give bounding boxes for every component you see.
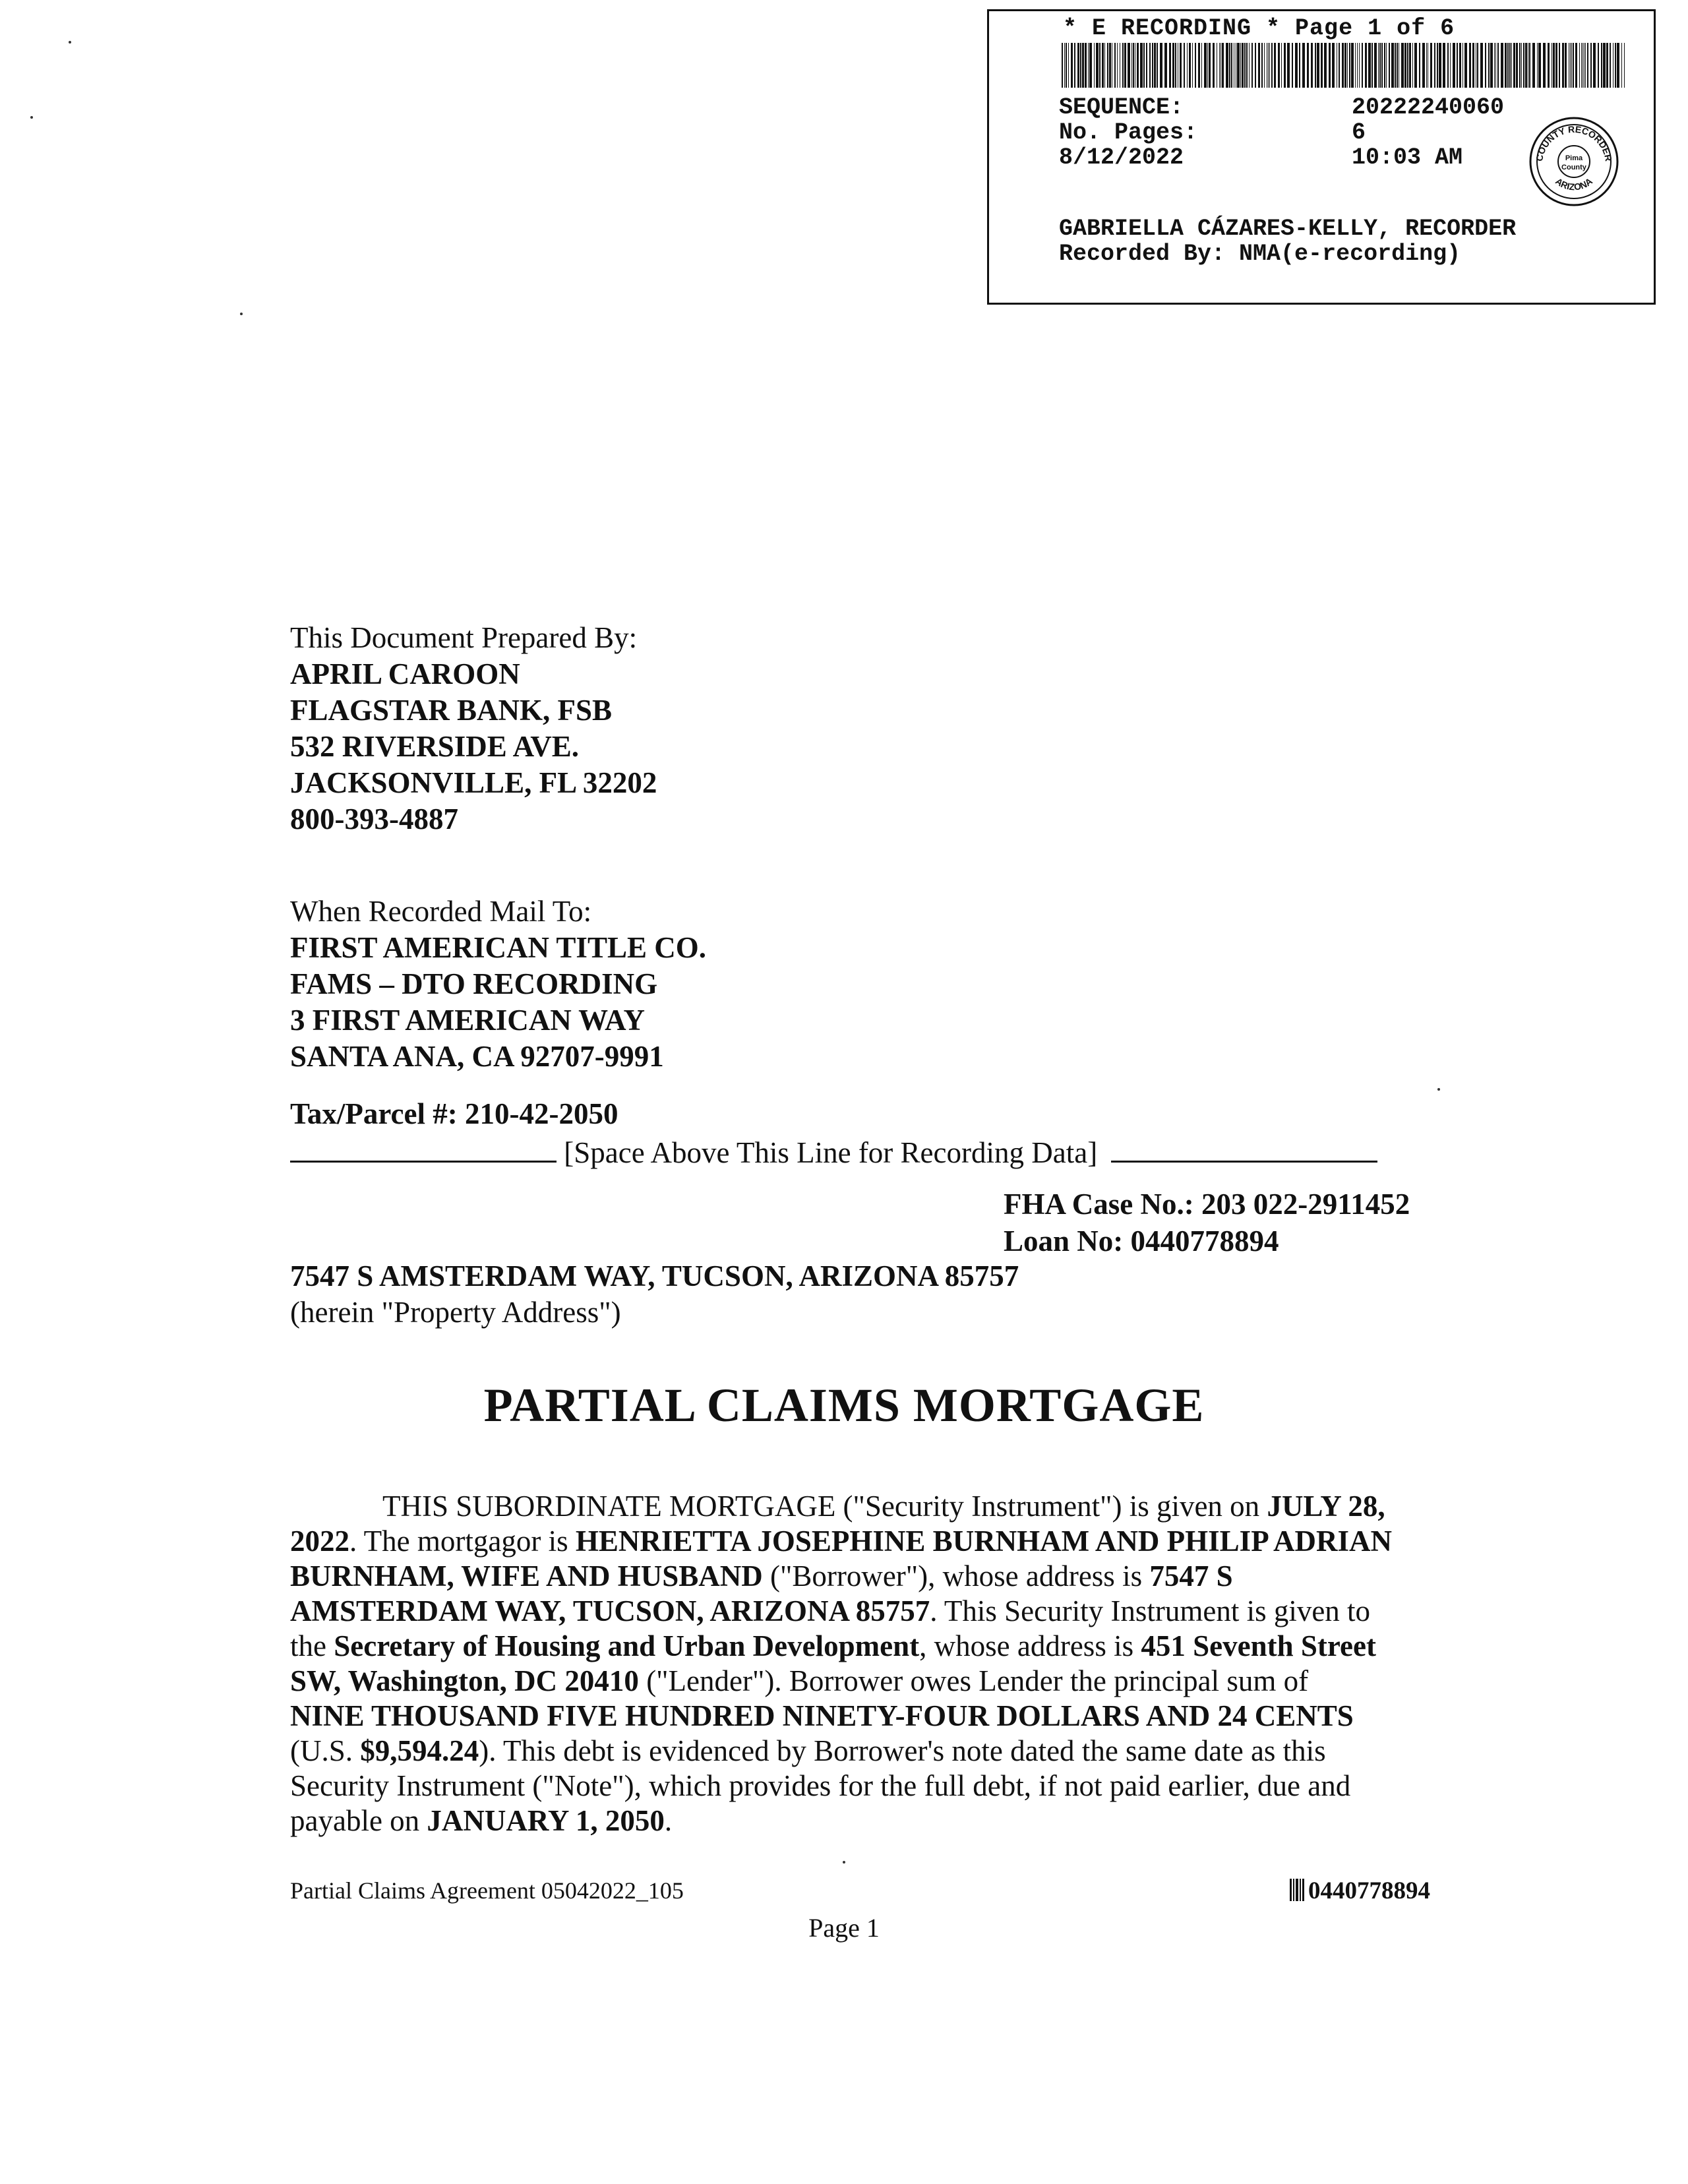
mail-to-line: 3 FIRST AMERICAN WAY <box>290 1004 646 1037</box>
sequence-value: 20222240060 <box>1352 94 1505 121</box>
barcode-bar <box>1152 43 1153 88</box>
barcode-bar <box>1372 43 1373 88</box>
barcode-bar <box>1494 43 1495 88</box>
barcode-bar <box>1368 43 1371 88</box>
barcode-bar <box>1149 43 1151 88</box>
case-loan-block <box>1004 1186 1410 1259</box>
barcode-bar <box>1538 43 1541 88</box>
barcode-bar <box>1137 43 1139 88</box>
barcode-bar <box>1469 43 1471 88</box>
page-number: Page 1 <box>808 1913 880 1943</box>
barcode-bar <box>1124 43 1126 88</box>
recorder-name: GABRIELLA CÁZARES-KELLY, RECORDER <box>1059 216 1517 242</box>
barcode-bar <box>1397 43 1398 88</box>
barcode-bar <box>1180 43 1182 88</box>
barcode-bar <box>1140 43 1143 88</box>
recording-space-line <box>290 1136 1377 1170</box>
barcode-bar <box>1114 43 1116 88</box>
barcode-bar <box>1287 43 1290 88</box>
barcode-bar <box>1066 43 1067 88</box>
barcode-bar <box>1565 43 1567 88</box>
barcode-bar <box>1581 43 1582 88</box>
barcode-bar <box>1317 43 1319 88</box>
footer-loan-number: 0440778894 <box>1308 1877 1430 1904</box>
barcode-bar <box>1198 43 1200 88</box>
mail-to-heading: When Recorded Mail To: <box>290 895 592 928</box>
pages-value: 6 <box>1352 119 1366 146</box>
barcode-bar <box>1585 43 1586 88</box>
sequence-label: SEQUENCE: <box>1059 94 1184 121</box>
barcode-bar <box>1590 43 1592 88</box>
barcode-bar <box>1562 43 1564 88</box>
recording-header: * E RECORDING * Page 1 of 6 <box>1063 15 1455 42</box>
barcode-bar <box>1281 43 1282 88</box>
barcode-bar <box>1571 43 1572 88</box>
paragraph-line: AMSTERDAM WAY, TUCSON, ARIZONA 85757. This Security Instrument is given to <box>290 1594 1371 1627</box>
county-recorder-seal-icon <box>1528 115 1620 208</box>
barcode-bar <box>1204 43 1207 88</box>
barcode-bar <box>1189 43 1191 88</box>
barcode-bar <box>1255 43 1256 88</box>
barcode-bar <box>1226 43 1228 88</box>
barcode-bar <box>1321 43 1323 88</box>
mini-barcode-icon <box>1290 1879 1306 1901</box>
barcode-bar <box>1292 43 1293 88</box>
barcode-bar <box>1430 43 1432 88</box>
barcode-bar <box>1513 43 1515 88</box>
paragraph-line: the Secretary of Housing and Urban Development, whose address is 451 Seventh Street <box>290 1629 1376 1662</box>
barcode-bar <box>1299 43 1300 88</box>
barcode-bar <box>1437 43 1438 88</box>
paragraph-line: THIS SUBORDINATE MORTGAGE ("Security Instrument") is given on JULY 28, <box>382 1490 1385 1523</box>
barcode-bar <box>1457 43 1458 88</box>
barcode-bar <box>1302 43 1305 88</box>
scan-speck <box>843 1861 845 1864</box>
barcode-bar <box>1244 43 1246 88</box>
barcode-bar <box>1229 43 1230 88</box>
barcode-bar <box>1391 43 1394 88</box>
barcode-bar <box>1332 43 1335 88</box>
barcode-bar <box>1587 43 1588 88</box>
barcode-bar <box>1532 43 1535 88</box>
barcode-bar <box>1104 43 1105 88</box>
recording-barcode <box>1062 43 1626 88</box>
barcode-bar <box>1064 43 1065 88</box>
barcode-bar <box>1559 43 1560 88</box>
barcode-bar <box>1213 43 1215 88</box>
barcode-bar <box>1264 43 1265 88</box>
barcode-bar <box>1351 43 1354 88</box>
barcode-bar <box>1555 43 1557 88</box>
paragraph-line: BURNHAM, WIFE AND HUSBAND ("Borrower"), whose address is 7547 S <box>290 1560 1233 1592</box>
barcode-bar <box>1409 43 1411 88</box>
barcode-bar <box>1315 43 1316 88</box>
barcode-bar <box>1573 43 1574 88</box>
barcode-bar <box>1160 43 1162 88</box>
barcode-bar <box>1537 43 1538 88</box>
prepared-by-block <box>290 620 657 837</box>
barcode-bar <box>1109 43 1111 88</box>
barcode-bar <box>1516 43 1518 88</box>
barcode-bar <box>1246 43 1248 88</box>
barcode-bar <box>1603 43 1606 88</box>
mail-to-line: FAMS – DTO RECORDING <box>290 967 658 1000</box>
barcode-bar <box>1407 43 1408 88</box>
barcode-bar <box>1359 43 1360 88</box>
barcode-bar <box>1269 43 1270 88</box>
barcode-bar <box>1450 43 1451 88</box>
paragraph-line: Security Instrument ("Note"), which provides for the full debt, if not paid earlier, due and <box>290 1769 1351 1802</box>
barcode-bar <box>1379 43 1381 88</box>
barcode-bar <box>1082 43 1084 88</box>
footer-loan-barcode <box>1290 1877 1430 1905</box>
barcode-bar <box>1201 43 1202 88</box>
barcode-bar <box>1195 43 1196 88</box>
barcode-bar <box>1579 43 1580 88</box>
mail-to-block <box>290 894 706 1075</box>
rule-left <box>290 1161 557 1163</box>
property-note: (herein "Property Address") <box>290 1296 621 1329</box>
barcode-bar <box>1521 43 1522 88</box>
barcode-bar <box>1414 43 1417 88</box>
barcode-bar <box>1357 43 1358 88</box>
barcode-bar <box>1209 43 1211 88</box>
barcode-bar <box>1378 43 1379 88</box>
barcode-bar <box>1089 43 1092 88</box>
barcode-bar <box>1462 43 1463 88</box>
barcode-bar <box>1501 43 1503 88</box>
barcode-bar <box>1374 43 1377 88</box>
space-above-label: [Space Above This Line for Recording Data] <box>564 1136 1098 1169</box>
paragraph-line: NINE THOUSAND FIVE HUNDRED NINETY-FOUR DOLLARS AND 24 CENTS <box>290 1699 1354 1732</box>
barcode-bar <box>1497 43 1499 88</box>
property-address: 7547 S AMSTERDAM WAY, TUCSON, ARIZONA 85757 <box>290 1259 1019 1292</box>
barcode-bar <box>1271 43 1273 88</box>
barcode-bar <box>1490 43 1493 88</box>
barcode-bar <box>1207 43 1208 88</box>
barcode-bar <box>1094 43 1095 88</box>
barcode-bar <box>1404 43 1406 88</box>
svg-text:County: County <box>1561 164 1586 171</box>
barcode-bar <box>1080 43 1081 88</box>
barcode-bar <box>1509 43 1511 88</box>
barcode-bar <box>1525 43 1527 88</box>
svg-text:COUNTY RECORDER: COUNTY RECORDER <box>1534 123 1614 162</box>
barcode-bar <box>1154 43 1156 88</box>
tax-parcel: Tax/Parcel #: 210-42-2050 <box>290 1097 618 1130</box>
barcode-bar <box>1419 43 1420 88</box>
scan-speck <box>69 41 71 44</box>
barcode-bar <box>1386 43 1387 88</box>
barcode-bar <box>1258 43 1260 88</box>
barcode-bar <box>1553 43 1555 88</box>
prepared-by-heading: This Document Prepared By: <box>290 621 638 654</box>
barcode-bar <box>1575 43 1577 88</box>
mail-to-line: FIRST AMERICAN TITLE CO. <box>290 931 706 964</box>
barcode-bar <box>1617 43 1619 88</box>
barcode-bar <box>1395 43 1396 88</box>
paragraph-line: (U.S. $9,594.24). This debt is evidenced by Borrower's note dated the same date as this <box>290 1734 1326 1767</box>
barcode-bar <box>1543 43 1546 88</box>
barcode-bar <box>1422 43 1425 88</box>
barcode-bar <box>1096 43 1099 88</box>
barcode-bar <box>1477 43 1478 88</box>
barcode-bar <box>1311 43 1313 88</box>
barcode-bar <box>1349 43 1350 88</box>
barcode-bar <box>1172 43 1174 88</box>
barcode-bar <box>1519 43 1521 88</box>
barcode-bar <box>1529 43 1530 88</box>
barcode-bar <box>1480 43 1483 88</box>
barcode-bar <box>1164 43 1167 88</box>
barcode-bar <box>1099 43 1100 88</box>
barcode-bar <box>1329 43 1331 88</box>
barcode-bar <box>1251 43 1253 88</box>
barcode-bar <box>1169 43 1171 88</box>
barcode-bar <box>1240 43 1241 88</box>
barcode-bar <box>1439 43 1441 88</box>
svg-text:ARIZONA: ARIZONA <box>1553 175 1594 193</box>
barcode-bar <box>1219 43 1220 88</box>
barcode-bar <box>1278 43 1280 88</box>
barcode-bar <box>1464 43 1467 88</box>
barcode-bar <box>1582 43 1583 88</box>
barcode-bar <box>1175 43 1176 88</box>
barcode-bar <box>1606 43 1608 88</box>
paragraph-line: 2022. The mortgagor is HENRIETTA JOSEPHINE BURNHAM AND PHILIP ADRIAN <box>290 1525 1392 1558</box>
barcode-bar <box>1339 43 1340 88</box>
barcode-bar <box>1488 43 1490 88</box>
barcode-bar <box>1157 43 1158 88</box>
mail-to-line: SANTA ANA, CA 92707-9991 <box>290 1040 664 1073</box>
barcode-bar <box>1122 43 1124 88</box>
barcode-bar <box>1381 43 1383 88</box>
barcode-bar <box>1453 43 1455 88</box>
barcode-bar <box>1284 43 1286 88</box>
barcode-bar <box>1068 43 1069 88</box>
barcode-bar <box>1447 43 1449 88</box>
recorded-by: Recorded By: NMA(e-recording) <box>1059 241 1461 267</box>
barcode-bar <box>1598 43 1599 88</box>
footer-form-id: Partial Claims Agreement 05042022_105 <box>290 1877 684 1904</box>
barcode-bar <box>1389 43 1390 88</box>
barcode-bar <box>1295 43 1298 88</box>
scan-speck <box>240 313 243 315</box>
mortgage-paragraph <box>290 1489 1470 1838</box>
prepared-by-line: 532 RIVERSIDE AVE. <box>290 730 580 763</box>
barcode-bar <box>1365 43 1367 88</box>
svg-text:Pima: Pima <box>1565 154 1583 162</box>
barcode-bar <box>1384 43 1385 88</box>
barcode-bar <box>1601 43 1602 88</box>
recording-stamp <box>987 9 1656 305</box>
barcode-bar <box>1485 43 1486 88</box>
barcode-bar <box>1511 43 1512 88</box>
barcode-bar <box>1192 43 1193 88</box>
barcode-bar <box>1102 43 1104 88</box>
barcode-bar <box>1071 43 1073 88</box>
barcode-bar <box>1117 43 1118 88</box>
rule-right <box>1111 1161 1377 1163</box>
barcode-bar <box>1548 43 1550 88</box>
barcode-bar <box>1128 43 1130 88</box>
barcode-bar <box>1523 43 1524 88</box>
barcode-bar <box>1088 43 1089 88</box>
barcode-bar <box>1062 43 1063 88</box>
pages-label: No. Pages: <box>1059 119 1198 146</box>
barcode-bar <box>1355 43 1356 88</box>
barcode-bar <box>1222 43 1224 88</box>
barcode-bar <box>1472 43 1474 88</box>
barcode-bar <box>1146 43 1147 88</box>
barcode-bar <box>1231 43 1232 88</box>
barcode-bar <box>1624 43 1625 88</box>
barcode-bar <box>1242 43 1244 88</box>
barcode-bar <box>1459 43 1461 88</box>
prepared-by-line: FLAGSTAR BANK, FSB <box>290 694 612 727</box>
recording-time: 10:03 AM <box>1352 144 1463 171</box>
scan-speck <box>1437 1088 1440 1091</box>
barcode-bar <box>1434 43 1435 88</box>
barcode-bar <box>1143 43 1145 88</box>
barcode-bar <box>1249 43 1250 88</box>
barcode-bar <box>1085 43 1087 88</box>
barcode-bar <box>1615 43 1616 88</box>
barcode-bar <box>1610 43 1611 88</box>
prepared-by-line: 800-393-4887 <box>290 803 458 835</box>
barcode-bar <box>1077 43 1079 88</box>
paragraph-line: SW, Washington, DC 20410 ("Lender"). Borrower owes Lender the principal sum of <box>290 1664 1309 1697</box>
prepared-by-line: APRIL CAROON <box>290 657 520 690</box>
barcode-bar <box>1570 43 1571 88</box>
barcode-bar <box>1324 43 1327 88</box>
barcode-bar <box>1621 43 1622 88</box>
barcode-bar <box>1261 43 1263 88</box>
barcode-bar <box>1307 43 1309 88</box>
barcode-bar <box>1187 43 1188 88</box>
barcode-bar <box>1401 43 1404 88</box>
barcode-bar <box>1495 43 1496 88</box>
barcode-bar <box>1344 43 1346 88</box>
paragraph-line: payable on JANUARY 1, 2050. <box>290 1804 673 1837</box>
barcode-bar <box>1237 43 1240 88</box>
scan-speck <box>30 116 33 119</box>
barcode-bar <box>1412 43 1413 88</box>
barcode-bar <box>1362 43 1363 88</box>
barcode-bar <box>1505 43 1507 88</box>
barcode-bar <box>1131 43 1132 88</box>
fha-case-number: FHA Case No.: 203 022-2911452 <box>1004 1188 1410 1221</box>
barcode-bar <box>1274 43 1276 88</box>
barcode-bar <box>1184 43 1185 88</box>
loan-number: Loan No: 0440778894 <box>1004 1225 1279 1258</box>
barcode-bar <box>1133 43 1134 88</box>
barcode-bar <box>1074 43 1075 88</box>
prepared-by-line: JACKSONVILLE, FL 32202 <box>290 766 657 799</box>
barcode-bar <box>1593 43 1596 88</box>
barcode-bar <box>1342 43 1344 88</box>
barcode-bar <box>1507 43 1509 88</box>
barcode-bar <box>1347 43 1348 88</box>
barcode-bar <box>1426 43 1427 88</box>
recording-date: 8/12/2022 <box>1059 144 1184 171</box>
property-block <box>290 1258 1019 1331</box>
barcode-bar <box>1443 43 1445 88</box>
barcode-bar <box>1268 43 1269 88</box>
barcode-bar <box>1107 43 1108 88</box>
document-title: PARTIAL CLAIMS MORTGAGE <box>483 1379 1205 1432</box>
